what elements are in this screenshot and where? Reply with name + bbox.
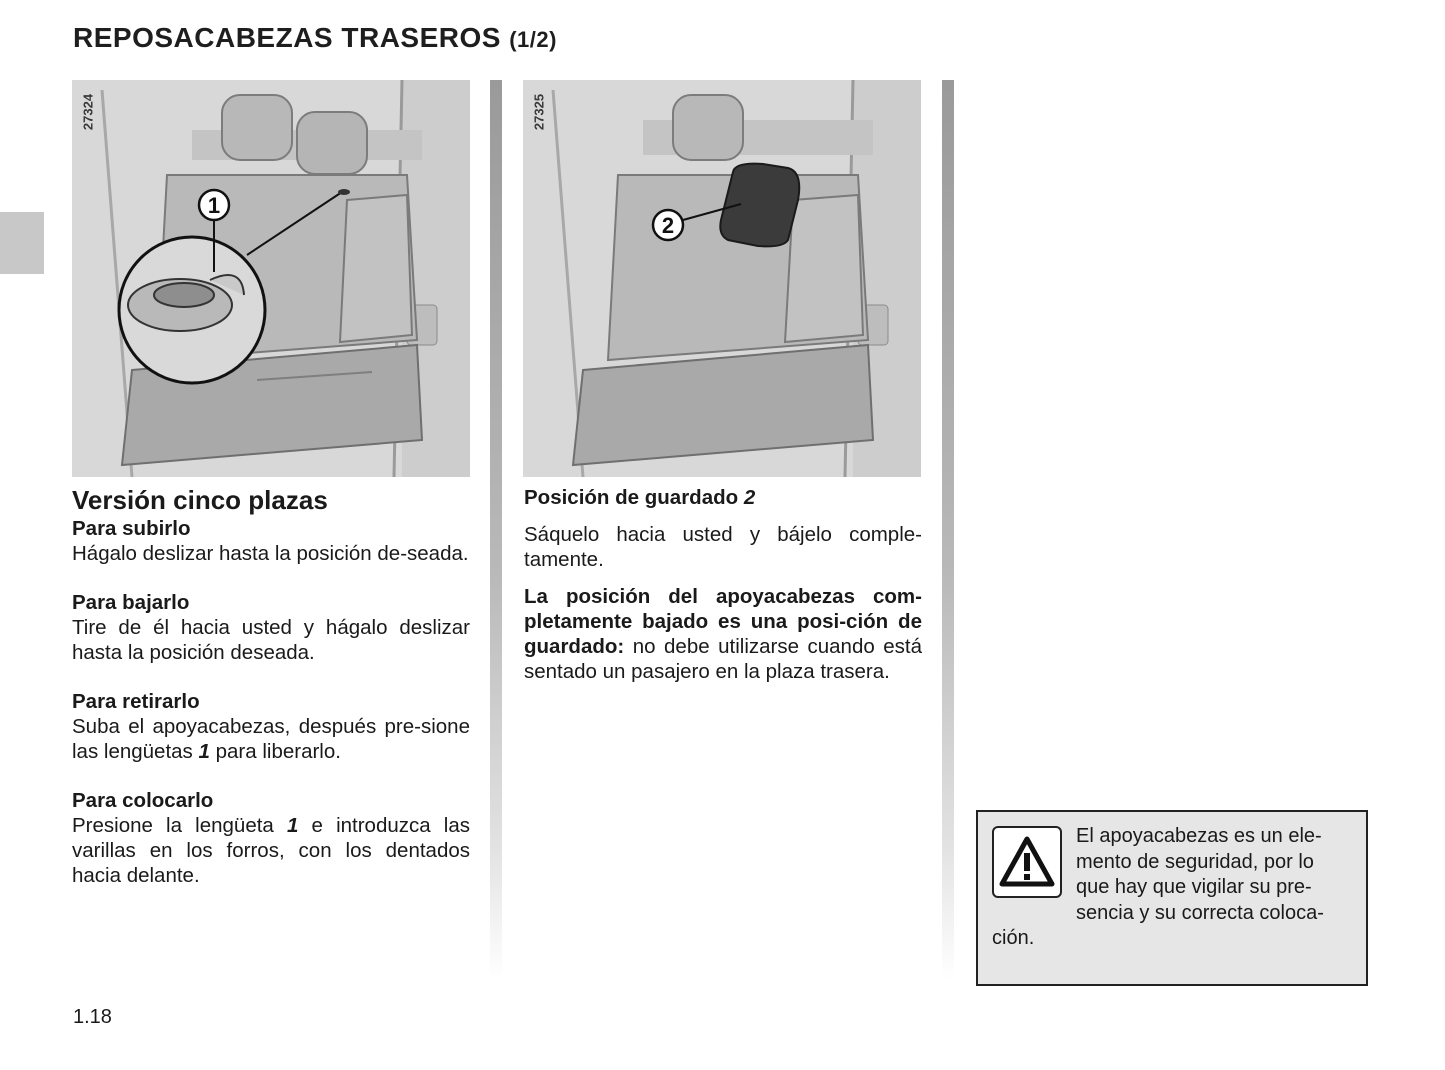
stowed-position-heading: Posición de guardado 2 [524,486,756,509]
instruction-body: Presione la lengüeta 1 e introduzca las varillas en los forros, con los dentados hacia delante. [72,814,471,887]
instruction-title: Para bajarlo [72,591,190,614]
rear-seat-illustration-2 [523,80,921,477]
right-column [524,485,922,684]
instruction-lower [72,590,470,665]
section-heading: Versión cinco plazas [72,485,328,515]
instruction-title: Para retirarlo [72,690,200,713]
instruction-title: Para colocarlo [72,789,214,812]
figure-stowed-headrest [523,80,921,477]
stowed-position-note: La posición del apoyacabezas com-pletamente bajado es una posi-ción de guardado: no debe utilizarse cuando está sentado un pasajero en la plaza trasera. [524,585,922,683]
callout-label-1: 1 [207,193,221,218]
column-divider-left [490,80,502,980]
safety-warning-box [976,810,1368,986]
figure-code-2: 27325 [531,93,547,131]
instruction-body: Tire de él hacia usted y hágalo deslizar hasta la posición deseada. [72,616,470,664]
instruction-body: Hágalo deslizar hasta la posición de-seada. [72,542,469,565]
instruction-remove [72,689,470,764]
page-title: REPOSACABEZAS TRASEROS (1/2) [73,22,557,53]
instruction-fit [72,788,470,888]
chapter-tab [0,212,44,274]
left-column [72,484,470,912]
reference-number: 2 [743,486,756,509]
page-title-part: (1/2) [509,27,557,52]
page-number: 1.18 [73,1006,112,1028]
column-divider-right [942,80,954,980]
reference-number: 1 [198,740,210,763]
figure-rear-seat-tabs [72,80,470,477]
instruction-raise [72,516,470,566]
stowed-position-instruction: Sáquelo hacia usted y bájelo comple-tamente. [524,523,922,571]
rear-seat-illustration-1 [72,80,470,477]
figure-code-1: 27324 [80,93,96,131]
warning-triangle-icon [992,826,1062,898]
callout-label-2: 2 [661,213,675,238]
reference-number: 1 [286,814,299,837]
instruction-body: Suba el apoyacabezas, después pre-sione las lengüetas 1 para liberarlo. [72,715,470,763]
warning-text: El apoyacabezas es un ele-mento de seguridad, por lo que hay que vigilar su pre-sencia y su correcta coloca-ción. [992,825,1324,949]
instruction-title: Para subirlo [72,517,191,540]
